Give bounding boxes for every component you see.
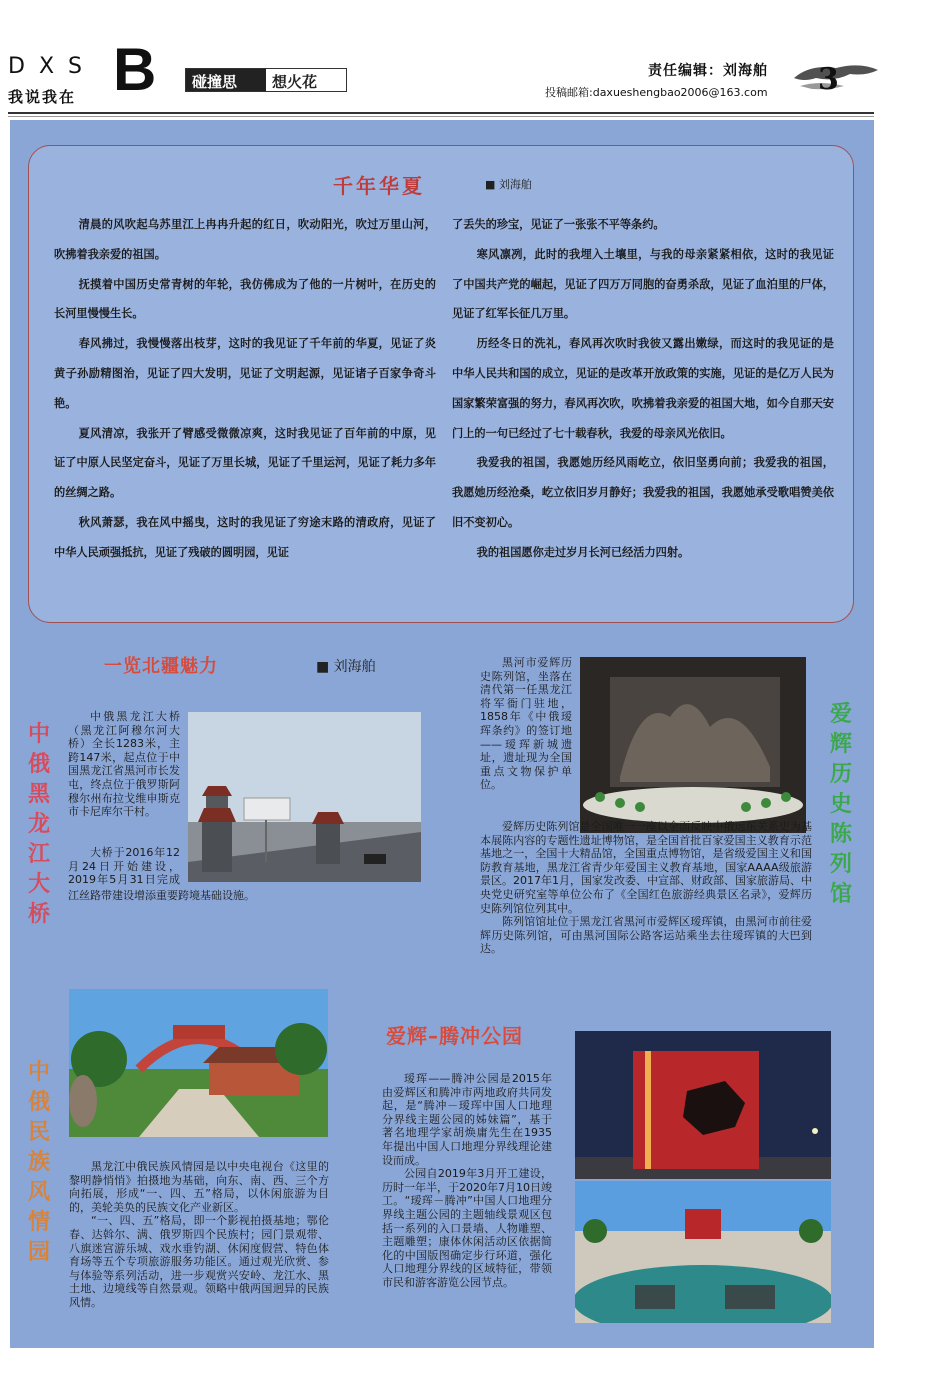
aihui-paragraph-3: 陈列馆馆址位于黑龙江省黑河市爱辉区瑷珲镇，由黑河市前往爱辉历史陈列馆，可由黑河国际公路客运站乘坐去往瑷珲镇的大巴到达。 bbox=[480, 915, 812, 956]
poem-paragraph: 秋风萧瑟，我在风中摇曳，这时的我见证了穷途末路的清政府，见证了中华人民顽强抵抗，见证了残破的圆明园，见证 bbox=[54, 514, 436, 559]
aihui-paragraph-1: 黑河市爱辉历史陈列馆，坐落在清代第一任黑龙江将军衙门驻地，1858年《中俄瑷珲条约》的签订地——瑷珲新城遗址，遗址现为全国重点文物保护单位。 bbox=[480, 656, 572, 792]
bridge-text-narrow-2 bbox=[68, 846, 180, 886]
bridge-paragraph-2: 大桥于2016年12月24日开始建设，2019年5月31日完成 bbox=[68, 846, 180, 886]
poem-paragraph: 寒风凛冽，此时的我埋入土壤里，与我的母亲紧紧相依，这时的我见证了中国共产党的崛起，见证了四万万同胞的奋勇杀敌，见证了血泊里的尸体，见证了红军长征几万里。 bbox=[452, 246, 834, 321]
editor-credit: 责任编辑：刘海舶 bbox=[648, 63, 768, 79]
bridge-text-wide bbox=[68, 888, 424, 944]
page-number: 3 bbox=[818, 62, 839, 97]
poem-paragraph: 我爱我的祖国，我愿她历经风雨屹立，依旧坚勇向前；我爱我的祖国，我愿她历经沧桑，屹立依旧岁月静好；我爱我的祖国，我愿她承受歌唱赞美依旧不变初心。 bbox=[452, 455, 834, 529]
museum-photo bbox=[580, 657, 806, 833]
park-plaza-photo bbox=[575, 1181, 831, 1323]
bridge-paragraph-1: 中俄黑龙江大桥（黑龙江阿穆尔河大桥）全长1283米，主跨147米，起点位于中国黑龙江省黑河市长发屯，终点位于俄罗斯阿穆尔州布拉戈维申斯克市卡尼库尔干村。 bbox=[68, 710, 180, 819]
poem-right-column bbox=[452, 210, 834, 568]
poem-paragraph: 清晨的风吹起乌苏里江上冉冉升起的红日，吹动阳光，吹过万里山河，吹拂着我亲爱的祖国。 bbox=[54, 217, 436, 261]
poem-paragraph: 历经冬日的洗礼，春风再次吹时我彼又露出嫩绿，而这时的我见证的是中华人民共和国的成立，见证的是改革开放政策的实施，见证的是亿万人民为国家繁荣富强的努力，春风再次吹，吹拂着我亲爱的祖国大地，如今自那天安门上的一句已经过了七十载春秋，我爱的母亲风光依旧。 bbox=[452, 336, 834, 440]
park-paragraph-1: 瑷珲——腾冲公园是2015年由爱辉区和腾冲市两地政府共同发起，是“腾冲－瑷珲中国人口地理分界线主题公园的姊妹篇”，基于著名地理学家胡焕庸先生在1935年提出中国人口地理分界线理论建设而成。 bbox=[382, 1072, 552, 1167]
aihui-text-narrow bbox=[480, 656, 572, 816]
header-rule bbox=[8, 112, 874, 114]
section-author: ■ 刘海舶 bbox=[316, 659, 376, 675]
section-heading-north: 一览北疆魅力 bbox=[104, 656, 218, 677]
folk-park-photo bbox=[69, 989, 328, 1137]
vertical-title-folk: 中俄民族风情园 bbox=[27, 1060, 50, 1265]
folk-text bbox=[69, 1160, 329, 1310]
aihui-text-wide bbox=[480, 820, 812, 992]
poem-paragraph: 抚摸着中国历史常青树的年轮，我仿佛成为了他的一片树叶，在历史的长河里慢慢生长。 bbox=[54, 276, 436, 321]
poem-author: ■ 刘海舶 bbox=[485, 178, 532, 191]
poem-left-column bbox=[54, 210, 436, 568]
poem-paragraph: 了丢失的珍宝，见证了一张张不平等条约。 bbox=[452, 217, 665, 231]
bridge-photo bbox=[188, 712, 421, 882]
vertical-title-museum: 爱辉历史陈列馆 bbox=[829, 702, 852, 907]
section-heading-park: 爱辉–腾冲公园 bbox=[386, 1024, 523, 1048]
column-banner bbox=[185, 68, 347, 92]
banner-right: 想火花 bbox=[266, 69, 346, 91]
header-column-name: 我说我在 bbox=[8, 88, 77, 106]
bridge-paragraph-2-continued: 江丝路带建设增添重要跨境基础设施。 bbox=[68, 888, 255, 902]
header-rule-thin bbox=[8, 116, 874, 117]
park-text bbox=[382, 1072, 552, 1290]
submission-email: 投稿邮箱:daxueshengbao2006@163.com bbox=[545, 86, 768, 99]
poem-paragraph: 我的祖国愿你走过岁月长河已经活力四射。 bbox=[476, 544, 690, 559]
folk-paragraph-1: 黑龙江中俄民族风情园是以中央电视台《这里的黎明静悄悄》拍摄地为基础，向东、南、西、三个方向拓展，形成“一、四、五”格局，以休闲旅游为目的，美轮美奂的民族文化产业新区。 bbox=[69, 1160, 329, 1214]
header-dxs: DXS bbox=[8, 54, 96, 79]
section-letter: B bbox=[113, 36, 157, 103]
banner-left: 碰撞思 bbox=[186, 69, 266, 91]
park-night-photo bbox=[575, 1031, 831, 1179]
aihui-paragraph-2: 爱辉历史陈列馆是全国唯一一座以全面反映中俄远东关系史为基本展陈内容的专题性遗址博物馆，是全国首批百家爱国主义教育示范基地之一，全国十大精品馆，全国重点博物馆，是省级爱国主义和国防教育基地，黑龙江省青少年爱国主义教育基地，国家AAAA级旅游景区。2017年1月，国家发改委、中宣部、财政部、国家旅游局、中央党史研究室等单位公布了《全国红色旅游经典景区名录》，爱辉历史陈列馆位列其中。 bbox=[480, 820, 812, 915]
folk-paragraph-2: “一、四、五”格局，即一个影视拍摄基地；鄂伦春、达斡尔、满、俄罗斯四个民族村；园门景观带、八旗迷宫游乐城、戏水垂钓湖、休闲度假营、特色体育场等五个专项旅游服务功能区。通过观光欣赏、参与体验等系列活动，进一步观赏兴安岭、龙江水、黑土地、边境线等自然景观。领略中俄两国迥异的民族风情。 bbox=[69, 1214, 329, 1309]
park-paragraph-2: 公园自2019年3月开工建设，历时一年半，于2020年7月10日竣工。“瑷珲－腾冲”中国人口地理分界线主题公园的主题轴线景观区包括一系列的入口景墙、人物雕塑、主题雕塑；康体休闲活动区依据简化的中国版图确定步行环道，强化人口地理分界线的区域特征，带领市民和游客游览公园节点。 bbox=[382, 1167, 552, 1289]
poem-title: 千年华夏 bbox=[333, 174, 425, 198]
bridge-text-narrow bbox=[68, 710, 180, 819]
vertical-title-bridge: 中俄黑龙江大桥 bbox=[27, 722, 50, 927]
poem-paragraph: 春风拂过，我慢慢落出枝芽，这时的我见证了千年前的华夏，见证了炎黄子孙励精图治，见证了四大发明，见证了文明起源，见证诸子百家争奇斗艳。 bbox=[54, 336, 436, 410]
poem-paragraph: 夏风清凉，我张开了臂感受微微凉爽，这时我见证了百年前的中原，见证了中原人民坚定奋斗，见证了万里长城，见证了千里运河，见证了耗力多年的丝绸之路。 bbox=[54, 425, 436, 500]
